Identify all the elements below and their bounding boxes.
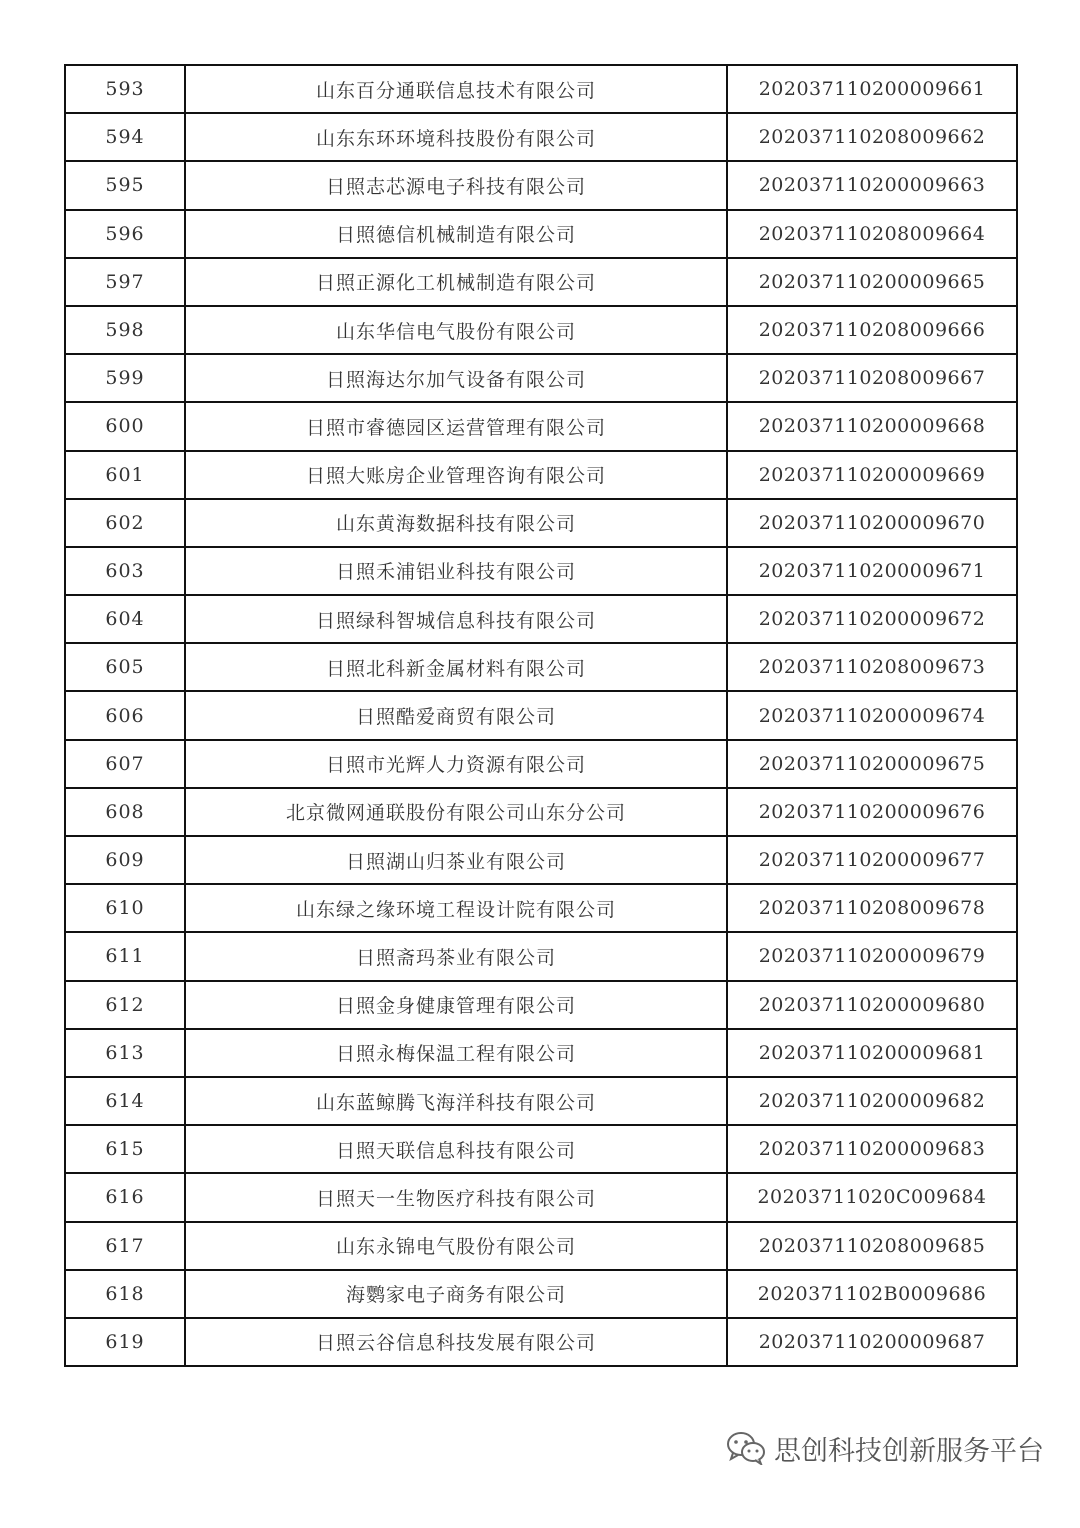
company-name-cell: 日照志芯源电子科技有限公司 <box>185 161 727 209</box>
registration-code-cell: 202037110200009679 <box>727 932 1017 980</box>
company-name-cell: 日照天一生物医疗科技有限公司 <box>185 1173 727 1221</box>
table-row <box>65 306 1017 354</box>
table-row <box>65 1173 1017 1221</box>
company-name-cell: 北京微网通联股份有限公司山东分公司 <box>185 788 727 836</box>
row-number-cell: 609 <box>65 836 185 884</box>
company-name-cell: 日照云谷信息科技发展有限公司 <box>185 1318 727 1366</box>
table-row <box>65 1029 1017 1077</box>
row-number-cell: 610 <box>65 884 185 932</box>
company-name-cell: 日照禾浦铝业科技有限公司 <box>185 547 727 595</box>
row-number-cell: 615 <box>65 1125 185 1173</box>
company-name-cell: 日照正源化工机械制造有限公司 <box>185 258 727 306</box>
registration-code-cell: 202037110200009671 <box>727 547 1017 595</box>
registration-code-cell: 202037110200009665 <box>727 258 1017 306</box>
registration-code-cell: 202037110200009668 <box>727 402 1017 450</box>
row-number-cell: 619 <box>65 1318 185 1366</box>
row-number-cell: 595 <box>65 161 185 209</box>
table-row <box>65 1318 1017 1366</box>
row-number-cell: 608 <box>65 788 185 836</box>
table-row <box>65 981 1017 1029</box>
table-row <box>65 499 1017 547</box>
company-table-body <box>65 65 1017 1366</box>
registration-code-cell: 202037110208009673 <box>727 643 1017 691</box>
registration-code-cell: 202037110200009681 <box>727 1029 1017 1077</box>
registration-code-cell: 202037110200009682 <box>727 1077 1017 1125</box>
registration-code-cell: 202037110200009672 <box>727 595 1017 643</box>
company-name-cell: 山东永锦电气股份有限公司 <box>185 1222 727 1270</box>
company-name-cell: 日照市光辉人力资源有限公司 <box>185 740 727 788</box>
row-number-cell: 618 <box>65 1270 185 1318</box>
registration-code-cell: 202037110208009685 <box>727 1222 1017 1270</box>
table-row <box>65 1077 1017 1125</box>
table-row <box>65 210 1017 258</box>
registration-code-cell: 202037110200009661 <box>727 65 1017 113</box>
registration-code-cell: 202037110200009663 <box>727 161 1017 209</box>
row-number-cell: 616 <box>65 1173 185 1221</box>
company-name-cell: 山东绿之缘环境工程设计院有限公司 <box>185 884 727 932</box>
company-name-cell: 山东黄海数据科技有限公司 <box>185 499 727 547</box>
company-name-cell: 日照永梅保温工程有限公司 <box>185 1029 727 1077</box>
registration-code-cell: 202037110200009670 <box>727 499 1017 547</box>
registration-code-cell: 202037110208009678 <box>727 884 1017 932</box>
registration-code-cell: 202037110200009669 <box>727 451 1017 499</box>
company-name-cell: 山东华信电气股份有限公司 <box>185 306 727 354</box>
row-number-cell: 607 <box>65 740 185 788</box>
company-table-container <box>64 64 1014 1367</box>
table-row <box>65 161 1017 209</box>
registration-code-cell: 202037110200009675 <box>727 740 1017 788</box>
row-number-cell: 603 <box>65 547 185 595</box>
company-name-cell: 日照天联信息科技有限公司 <box>185 1125 727 1173</box>
row-number-cell: 604 <box>65 595 185 643</box>
row-number-cell: 597 <box>65 258 185 306</box>
table-row <box>65 884 1017 932</box>
company-name-cell: 日照酷爱商贸有限公司 <box>185 691 727 739</box>
company-name-cell: 日照德信机械制造有限公司 <box>185 210 727 258</box>
table-row <box>65 691 1017 739</box>
company-name-cell: 日照海达尔加气设备有限公司 <box>185 354 727 402</box>
table-row <box>65 258 1017 306</box>
company-name-cell: 日照北科新金属材料有限公司 <box>185 643 727 691</box>
table-row <box>65 788 1017 836</box>
table-row <box>65 643 1017 691</box>
registration-code-cell: 202037110200009687 <box>727 1318 1017 1366</box>
row-number-cell: 596 <box>65 210 185 258</box>
registration-code-cell: 202037110200009674 <box>727 691 1017 739</box>
row-number-cell: 601 <box>65 451 185 499</box>
row-number-cell: 600 <box>65 402 185 450</box>
company-name-cell: 日照斋玛茶业有限公司 <box>185 932 727 980</box>
wechat-icon <box>726 1431 766 1465</box>
table-row <box>65 1270 1017 1318</box>
row-number-cell: 606 <box>65 691 185 739</box>
table-row <box>65 65 1017 113</box>
row-number-cell: 593 <box>65 65 185 113</box>
row-number-cell: 594 <box>65 113 185 161</box>
company-name-cell: 日照湖山归茶业有限公司 <box>185 836 727 884</box>
registration-code-cell: 202037110200009680 <box>727 981 1017 1029</box>
table-row <box>65 402 1017 450</box>
company-name-cell: 日照大账房企业管理咨询有限公司 <box>185 451 727 499</box>
watermark <box>726 1428 1044 1468</box>
watermark-text: 思创科技创新服务平台 <box>774 1435 1044 1467</box>
company-name-cell: 山东东环环境科技股份有限公司 <box>185 113 727 161</box>
row-number-cell: 614 <box>65 1077 185 1125</box>
row-number-cell: 611 <box>65 932 185 980</box>
registration-code-cell: 202037110200009683 <box>727 1125 1017 1173</box>
table-row <box>65 113 1017 161</box>
row-number-cell: 613 <box>65 1029 185 1077</box>
table-row <box>65 1125 1017 1173</box>
table-row <box>65 547 1017 595</box>
company-name-cell: 日照市睿德园区运营管理有限公司 <box>185 402 727 450</box>
company-name-cell: 海鹦家电子商务有限公司 <box>185 1270 727 1318</box>
company-name-cell: 山东百分通联信息技术有限公司 <box>185 65 727 113</box>
company-name-cell: 山东蓝鲸腾飞海洋科技有限公司 <box>185 1077 727 1125</box>
table-row <box>65 836 1017 884</box>
registration-code-cell: 202037110208009667 <box>727 354 1017 402</box>
registration-code-cell: 2020371102B0009686 <box>727 1270 1017 1318</box>
table-row <box>65 451 1017 499</box>
table-row <box>65 740 1017 788</box>
registration-code-cell: 202037110200009677 <box>727 836 1017 884</box>
registration-code-cell: 202037110200009676 <box>727 788 1017 836</box>
row-number-cell: 598 <box>65 306 185 354</box>
table-row <box>65 1222 1017 1270</box>
row-number-cell: 602 <box>65 499 185 547</box>
table-row <box>65 354 1017 402</box>
row-number-cell: 612 <box>65 981 185 1029</box>
table-row <box>65 595 1017 643</box>
registration-code-cell: 20203711020C009684 <box>727 1173 1017 1221</box>
company-name-cell: 日照金身健康管理有限公司 <box>185 981 727 1029</box>
table-row <box>65 932 1017 980</box>
row-number-cell: 599 <box>65 354 185 402</box>
registration-code-cell: 202037110208009662 <box>727 113 1017 161</box>
row-number-cell: 617 <box>65 1222 185 1270</box>
registration-code-cell: 202037110208009666 <box>727 306 1017 354</box>
company-name-cell: 日照绿科智城信息科技有限公司 <box>185 595 727 643</box>
row-number-cell: 605 <box>65 643 185 691</box>
company-table <box>64 64 1018 1367</box>
registration-code-cell: 202037110208009664 <box>727 210 1017 258</box>
